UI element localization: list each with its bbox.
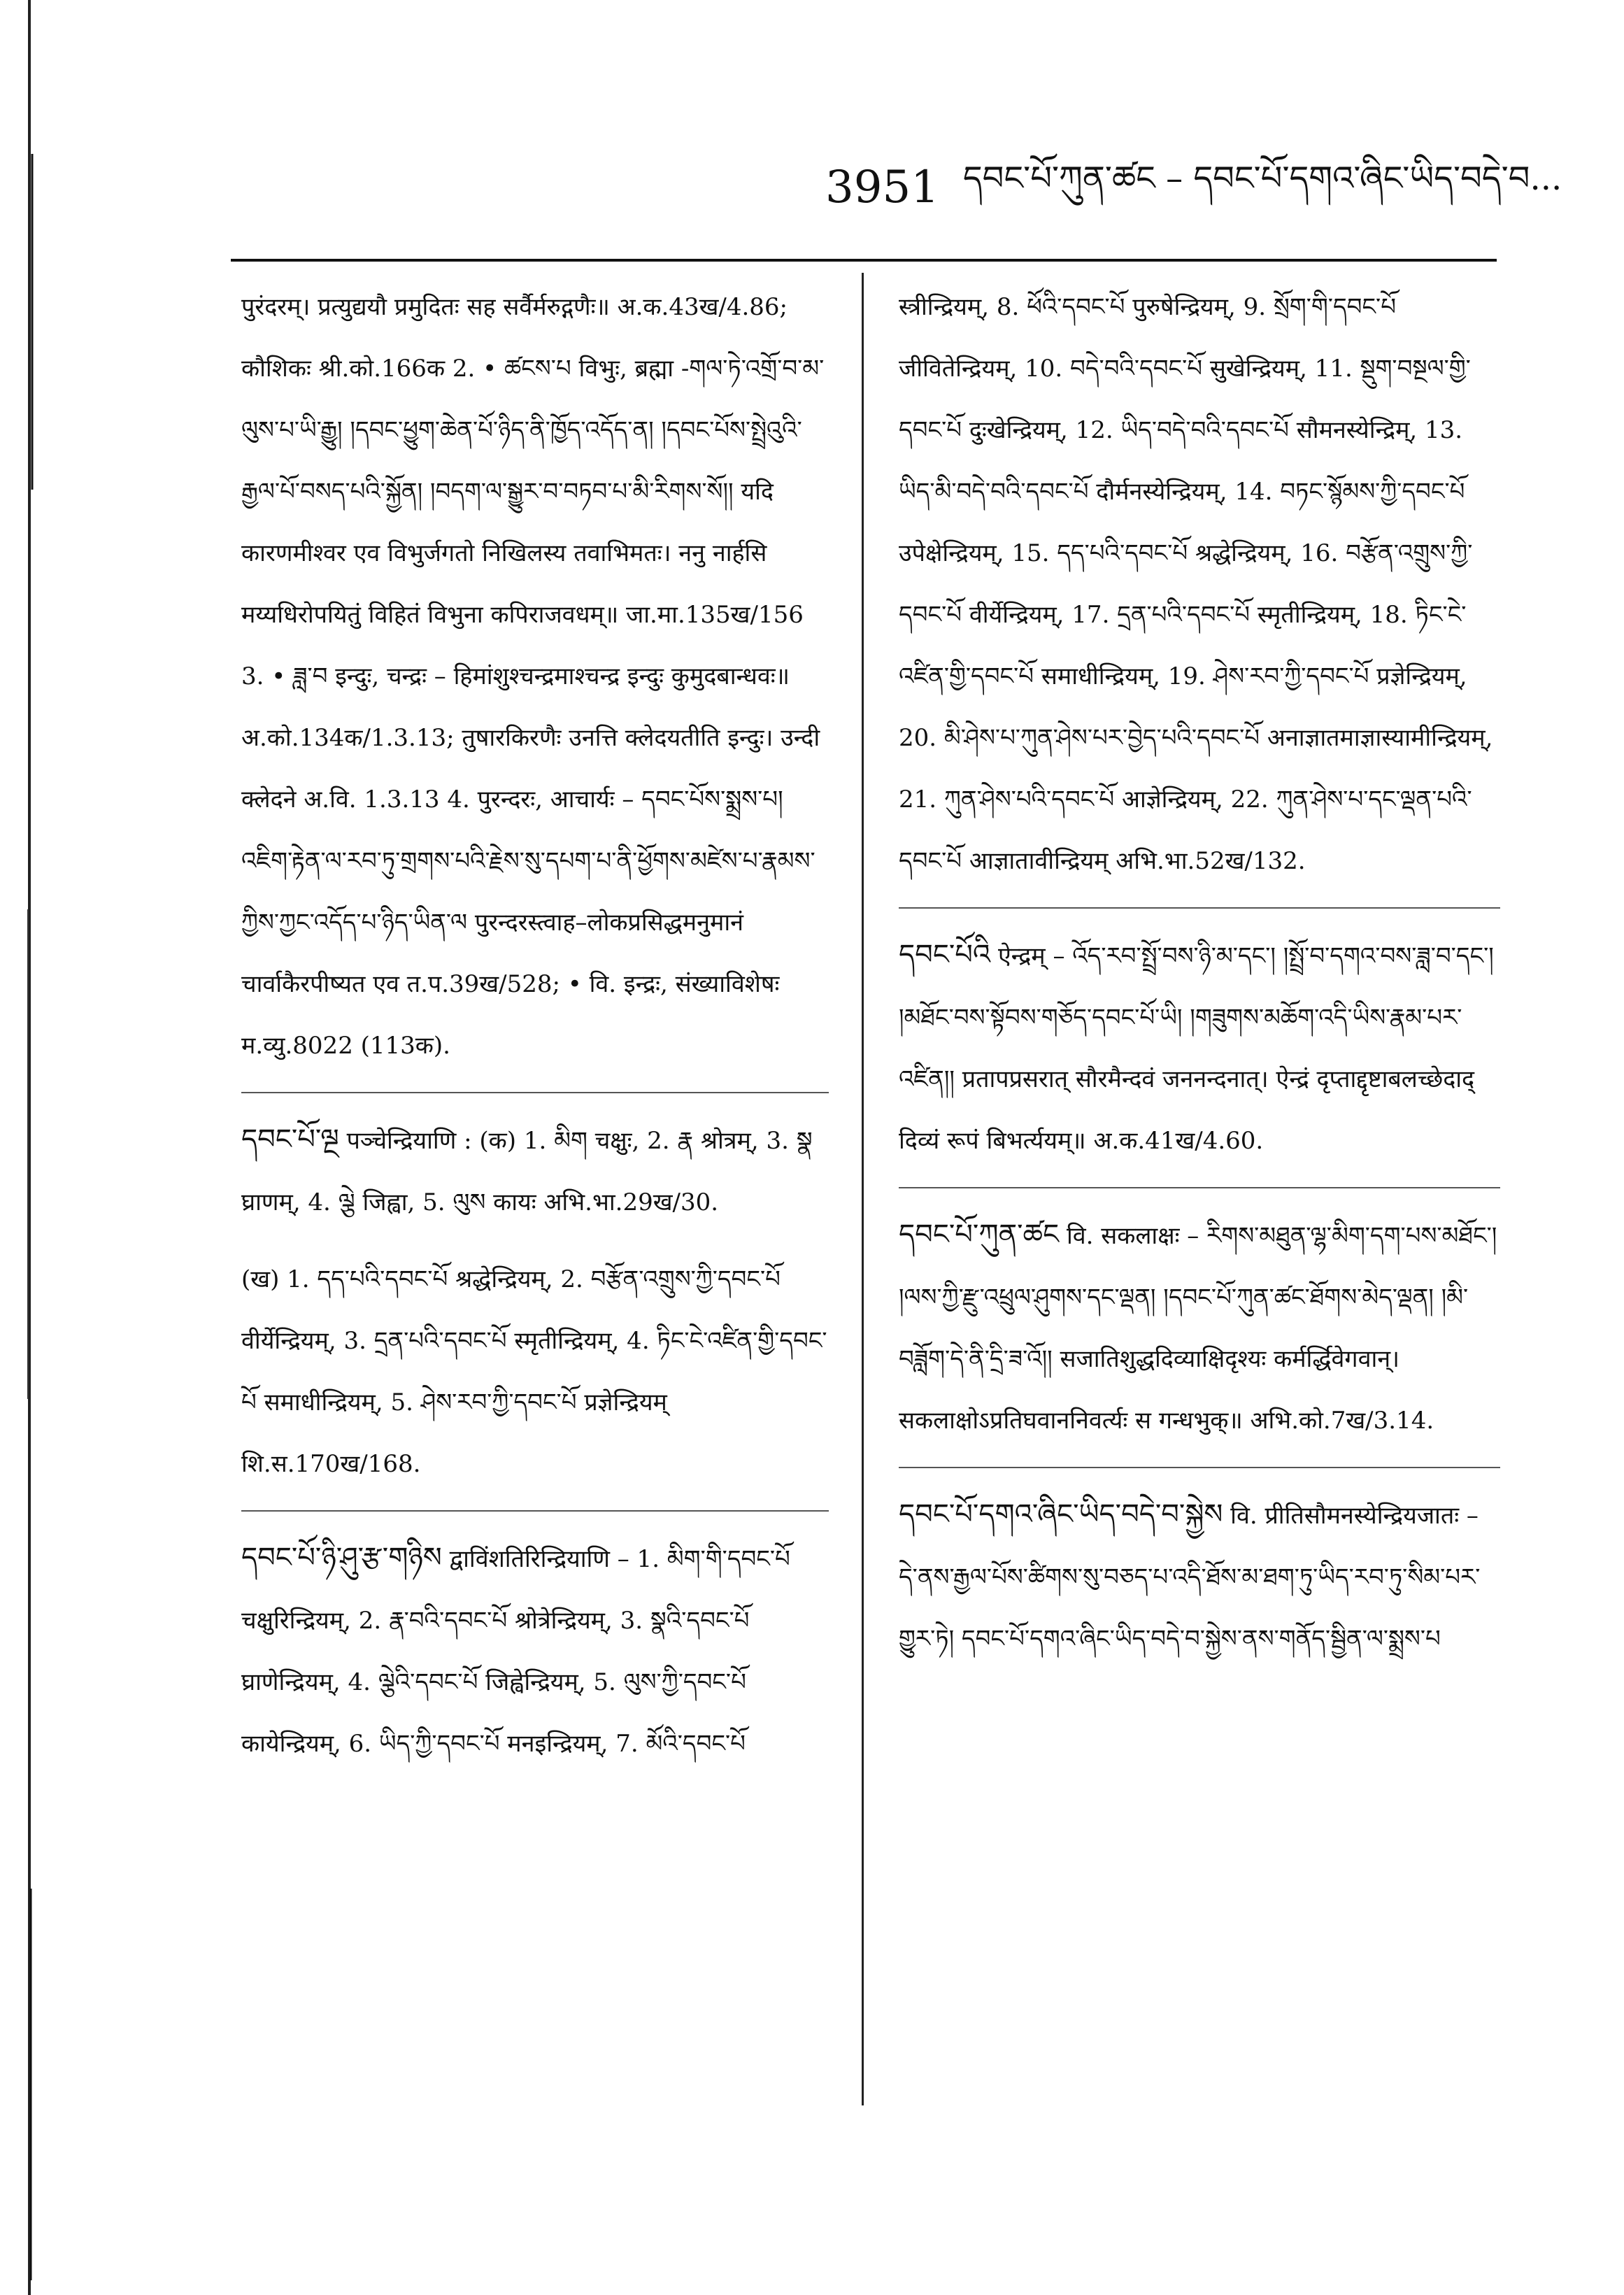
- entry-text: (ख) 1. དད་པའི་དབང་པོ श्रद्धेन्द्रियम्, 2. བརྩོན་འགྲུས་ཀྱི་དབང་པོ वीर्येन्द्रियम्, 3. དྲན་པའི་དབང་པོ स्मृतीन्द्रियम्, 4. ཏིང་ངེ་འཛིན་གྱི་དབང་པོ समाधीन्द्रियम्, 5. ཤེས་རབ་ཀྱི་དབང་པོ प्रज्ञेन्द्रियम् शि.स.170ख/168.: [241, 1265, 827, 1478]
- entry-separator: [899, 1467, 1500, 1468]
- entry-separator: [241, 1092, 829, 1093]
- dictionary-entry: [241, 1527, 829, 1775]
- dictionary-entry: [899, 276, 1500, 892]
- header-rule: [231, 259, 1497, 262]
- right-column: [899, 276, 1500, 1685]
- entry-headword: དབང་པོ་ལྔ: [241, 1123, 339, 1156]
- entry-separator: [241, 1510, 829, 1512]
- entry-headword: དབང་པོ་ཉི་ཤུ་རྩ་གཉིས: [241, 1542, 442, 1574]
- scan-binding-edge: [0, 0, 42, 2295]
- entry-text: स्त्रीन्द्रियम्, 8. ཕོའི་དབང་པོ पुरुषेन्द्रियम्, 9. སྲོག་གི་དབང་པོ जीवितेन्द्रियम्, 10. བདེ་བའི་དབང་པོ सुखेन्द्रियम्, 11. སྡུག་བསྔལ་གྱི་དབང་པོ दुःखेन्द्रियम्, 12. ཡིད་བདེ་བའི་དབང་པོ सौमनस्येन्द्रिम्, 13. ཡིད་མི་བདེ་བའི་དབང་པོ दौर्मनस्येन्द्रियम्, 14. བཏང་སྙོམས་ཀྱི་དབང་པོ उपेक्षेन्द्रियम्, 15. དད་པའི་དབང་པོ श्रद्धेन्द्रियम्, 16. བརྩོན་འགྲུས་ཀྱི་དབང་པོ वीर्येन्द्रियम्, 17. དྲན་པའི་དབང་པོ स्मृतीन्द्रियम्, 18. ཏིང་ངེ་འཛིན་གྱི་དབང་པོ समाधीन्द्रियम्, 19. ཤེས་རབ་ཀྱི་དབང་པོ प्रज्ञेन्द्रियम्, 20. མི་ཤེས་པ་ཀུན་ཤེས་པར་བྱེད་པའི་དབང་པོ अनाज्ञातमाज्ञास्यामीन्द्रियम्, 21. ཀུན་ཤེས་པའི་དབང་པོ आज्ञेन्द्रियम्, 22. ཀུན་ཤེས་པ་དང་ལྡན་པའི་དབང་པོ आज्ञातावीन्द्रियम् अभि.भा.52ख/132.: [899, 293, 1493, 875]
- running-head: དབང་པོ་ཀུན་ཚང – དབང་པོ་དགའ་ཞིང་ཡིད་བདེ་བ...: [962, 158, 1562, 198]
- dictionary-entry: [241, 1109, 829, 1233]
- entry-text: ऐन्द्रम् – འོད་རབ་སྤྲོ་བས་ཉི་མ་དང་། །སྤྲོ་བ་དགའ་བས་ཟླ་བ་དང་། །མཐོང་བས་སྟོབས་གཅོད་དབང་པོ་ཡི། །གཟུགས་མཆོག་འདི་ཡིས་རྣམ་པར་འཛིན།། प्रतापप्रसरात् सौरमैन्दवं जननन्दनात्। ऐन्द्रं दृप्ताद्दृष्टाबलच्छेदाद् दिव्यं रूपं बिभर्त्ययम्॥ अ.क.41ख/4.60.: [899, 942, 1494, 1155]
- entry-text: पञ्चेन्द्रियाणि : (क) 1. མིག चक्षुः, 2. རྣ श्रोत्रम्, 3. སྣ घ्राणम्, 4. ལྕེ जिह्वा, 5. ལུས कायः अभि.भा.29ख/30.: [241, 1127, 813, 1216]
- dictionary-entry: [241, 1249, 829, 1495]
- dictionary-entry: [899, 1204, 1500, 1451]
- entry-text: द्वाविंशतिरिन्द्रियाणि – 1. མིག་གི་དབང་པོ चक्षुरिन्द्रियम्, 2. རྣ་བའི་དབང་པོ श्रोत्रेन्द्रियम्, 3. སྣའི་དབང་པོ घ्राणेन्द्रियम्, 4. ལྕེའི་དབང་པོ जिह्वेन्द्रियम्, 5. ལུས་ཀྱི་དབང་པོ कायेन्द्रियम्, 6. ཡིད་ཀྱི་དབང་པོ मनइन्द्रियम्, 7. མོའི་དབང་པོ: [241, 1545, 790, 1758]
- entry-text: वि. प्रीतिसौमनस्येन्द्रियजातः – དེ་ནས་རྒྱལ་པོས་ཚིགས་སུ་བཅད་པ་འདི་ཐོས་མ་ཐག་ཏུ་ཡིད་རབ་ཏུ་སིམ་པར་གྱུར་ཏེ། དབང་པོ་དགའ་ཞིང་ཡིད་བདེ་བ་སྐྱེས་ནས་གནོད་སྦྱིན་ལ་སྨྲས་པ: [899, 1502, 1481, 1653]
- dictionary-entry: [241, 276, 829, 1077]
- entry-headword: དབང་པོ་དགའ་ཞིང་ཡིད་བདེ་བ་སྐྱེས: [899, 1498, 1223, 1530]
- page-header: [825, 145, 1562, 229]
- left-column: [241, 276, 829, 1790]
- dictionary-entry: [899, 1484, 1500, 1670]
- entry-separator: [899, 1187, 1500, 1188]
- column-divider: [862, 273, 864, 2105]
- entry-text: पुरंदरम्। प्रत्युद्ययौ प्रमुदितः सह सर्वैर्मरुद्गणैः॥ अ.क.43ख/4.86; कौशिकः श्री.को.166क 2. • ཚངས་པ विभुः, ब्रह्मा -གལ་ཏེ་འགྲོ་བ་མ་ལུས་པ་ཡི་རྒྱུ། །དབང་ཕྱུག་ཆེན་པོ་ཉིད་ནི་ཁྱོད་འདོད་ན། །དབང་པོས་སྤྲེའུའི་རྒྱལ་པོ་བསད་པའི་སྐྱོན། །བདག་ལ་སྒྱུར་བ་བཏབ་པ་མི་རིགས་སོ།། यदि कारणमीश्वर एव विभुर्जगतो निखिलस्य तवाभिमतः। ननु नार्हसि मय्यधिरोपयितुं विहितं विभुना कपिराजवधम्॥ जा.मा.135ख/156 3. • ཟླ་བ इन्दुः, चन्द्रः – हिमांशुश्चन्द्रमाश्चन्द्र इन्दुः कुमुदबान्धवः॥ अ.को.134क/1.3.13; तुषारकिरणैः उनत्ति क्लेदयतीति इन्दुः। उन्दी क्लेदने अ.वि. 1.3.13 4. पुरन्दरः, आचार्यः – དབང་པོས་སྨྲས་པ། འཇིག་རྟེན་ལ་རབ་ཏུ་གྲགས་པའི་རྗེས་སུ་དཔག་པ་ནི་ཕྱོགས་མཛེས་པ་རྣམས་ཀྱིས་ཀྱང་འདོད་པ་ཉིད་ཡིན་ལ पुरन्दरस्त्वाह–लोकप्रसिद्धमनुमानं चार्वाकैरपीष्यत एव त.प.39ख/528; • वि. इन्द्रः, संख्याविशेषः म.व्यु.8022 (113क).: [241, 293, 825, 1060]
- entry-headword: དབང་པོ་ཀུན་ཚང: [899, 1218, 1060, 1251]
- entry-separator: [899, 907, 1500, 909]
- entry-headword: དབང་པོའི: [899, 939, 991, 971]
- page-number: 3951: [825, 162, 939, 213]
- dictionary-entry: [899, 924, 1500, 1172]
- entry-text: वि. सकलाक्षः – རིགས་མཐུན་ལྷ་མིག་དག་པས་མཐོང་། །ལས་ཀྱི་རྫུ་འཕྲུལ་ཤུགས་དང་ལྡན། །དབང་པོ་ཀུན་ཚང་ཐོགས་མེད་ལྡན། །མི་བཟློག་དེ་ནི་དྲི་ཟ་འོ།། सजातिशुद्धदिव्याक्षिदृश्यः कर्मर्द्धिवेगवान्। सकलाक्षोऽप्रतिघवाननिवर्त्यः स गन्धभुक्॥ अभि.को.7ख/3.14.: [899, 1222, 1497, 1435]
